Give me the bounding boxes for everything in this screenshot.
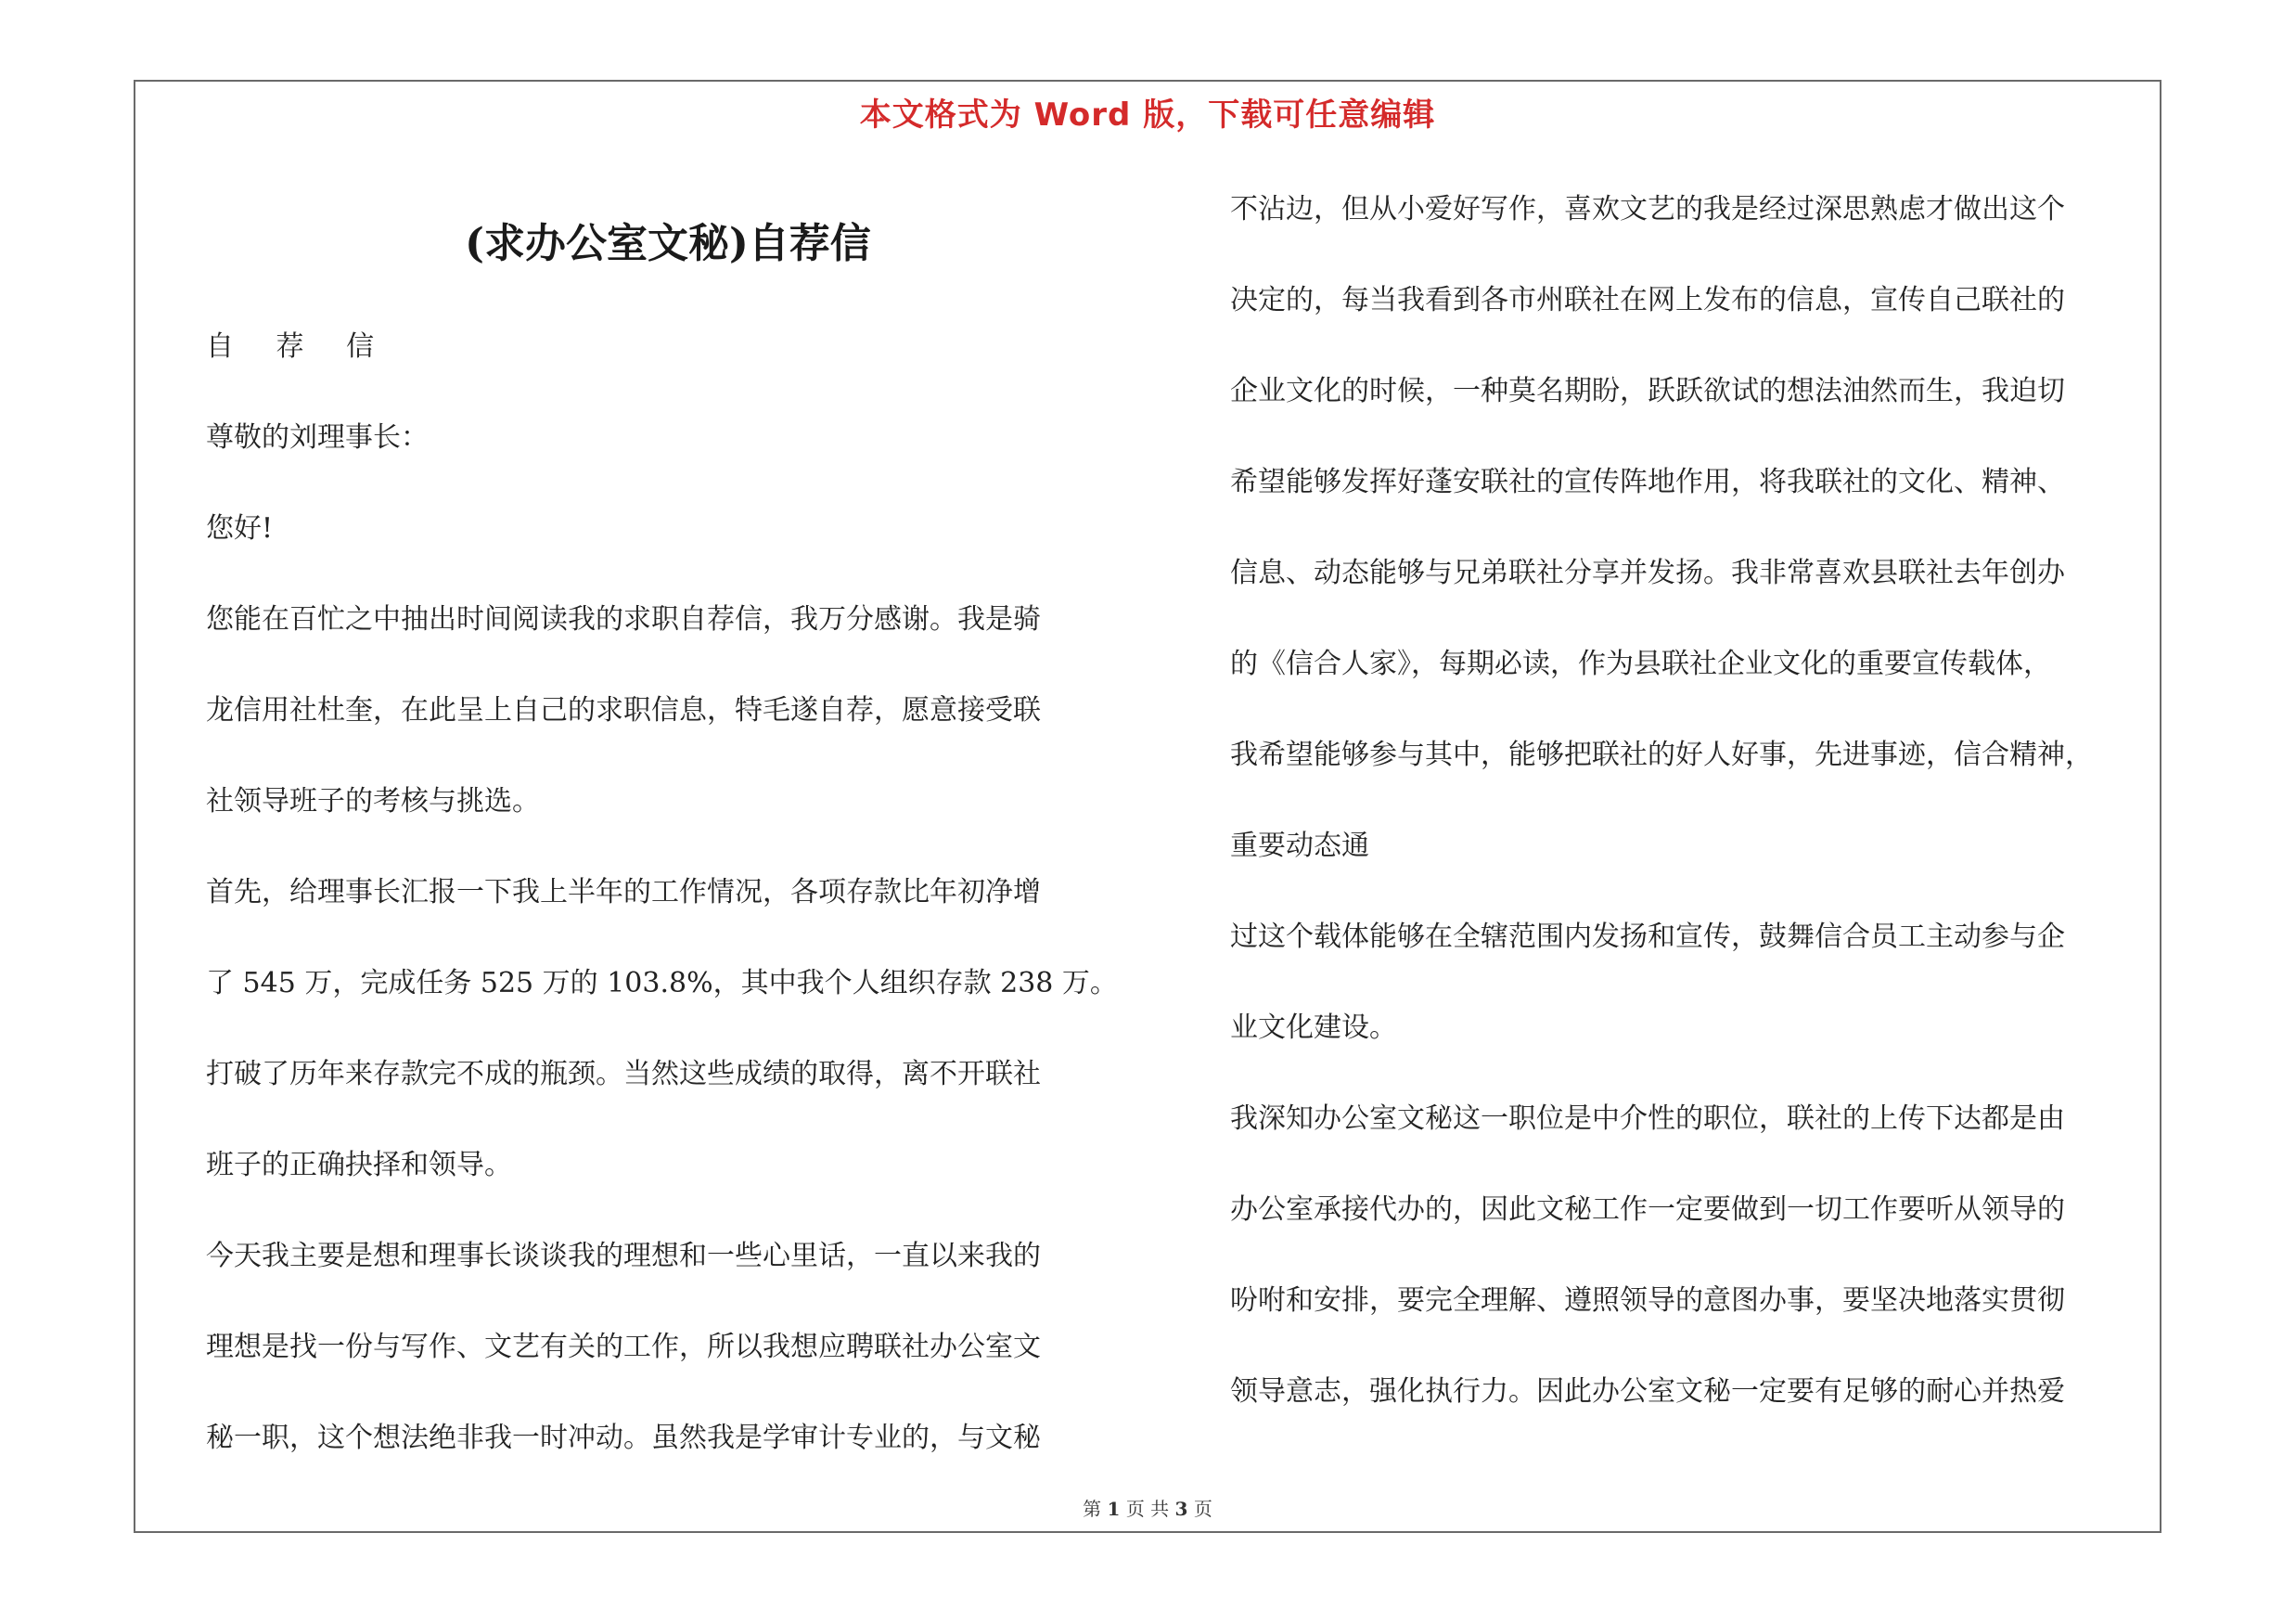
left-column <box>206 302 1134 1484</box>
text-line: 了 545 万，完成任务 525 万的 103.8%，其中我个人组织存款 238 万。 <box>206 967 1118 999</box>
salutation: 尊敬的刘理事长： <box>206 421 429 454</box>
footer-suffix: 页 <box>1193 1498 1212 1520</box>
text-line: 今天我主要是想和理事长谈谈我的理想和一些心里话，一直以来我的 <box>206 1240 1041 1272</box>
text-line: 龙信用社杜奎，在此呈上自己的求职信息，特毛遂自荐，愿意接受联 <box>206 694 1041 727</box>
text-line: 不沾边，但从小爱好写作，喜欢文艺的我是经过深思熟虑才做出这个 <box>1230 193 2065 225</box>
document-title: (求办公室文秘)自荐信 <box>465 220 871 267</box>
right-column <box>1230 164 2176 1437</box>
text-line: 领导意志，强化执行力。因此办公室文秘一定要有足够的耐心并热爱 <box>1230 1375 2065 1408</box>
format-banner: 本文格式为 Word 版，下载可任意编辑 <box>859 97 1436 134</box>
text-line: 班子的正确抉择和领导。 <box>206 1149 512 1181</box>
letter-heading: 自 荐 信 <box>206 330 391 363</box>
text-line: 社领导班子的考核与挑选。 <box>206 785 540 818</box>
greeting: 您好! <box>206 512 274 545</box>
text-line: 吩咐和安排，要完全理解、遵照领导的意图办事，要坚决地落实贯彻 <box>1230 1284 2065 1317</box>
text-line: 我深知办公室文秘这一职位是中介性的职位，联社的上传下达都是由 <box>1230 1102 2065 1135</box>
text-line: 理想是找一份与写作、文艺有关的工作，所以我想应聘联社办公室文 <box>206 1331 1041 1363</box>
text-line: 过这个载体能够在全辖范围内发扬和宣传，鼓舞信合员工主动参与企 <box>1230 921 2065 953</box>
text-line: 秘一职，这个想法绝非我一时冲动。虽然我是学审计专业的，与文秘 <box>206 1422 1041 1454</box>
page-total: 3 <box>1174 1498 1188 1520</box>
text-line: 我希望能够参与其中，能够把联社的好人好事，先进事迹，信合精神， <box>1230 739 2093 771</box>
page-footer <box>134 1494 2161 1521</box>
text-line: 希望能够发挥好蓬安联社的宣传阵地作用，将我联社的文化、精神、 <box>1230 466 2065 498</box>
text-line: 的《信合人家》，每期必读，作为县联社企业文化的重要宣传载体， <box>1230 648 2051 680</box>
text-line: 业文化建设。 <box>1230 1011 1397 1044</box>
text-line: 办公室承接代办的，因此文秘工作一定要做到一切工作要听从领导的 <box>1230 1193 2065 1226</box>
footer-prefix: 第 <box>1083 1498 1102 1520</box>
text-line: 信息、动态能够与兄弟联社分享并发扬。我非常喜欢县联社去年创办 <box>1230 557 2065 589</box>
text-line: 您能在百忙之中抽出时间阅读我的求职自荐信，我万分感谢。我是骑 <box>206 603 1041 636</box>
text-line: 企业文化的时候，一种莫名期盼，跃跃欲试的想法油然而生，我迫切 <box>1230 375 2065 407</box>
footer-middle: 页 共 <box>1125 1498 1170 1520</box>
text-line: 首先，给理事长汇报一下我上半年的工作情况，各项存款比年初净增 <box>206 876 1041 908</box>
text-line: 决定的，每当我看到各市州联社在网上发布的信息，宣传自己联社的 <box>1230 284 2065 316</box>
text-line: 打破了历年来存款完不成的瓶颈。当然这些成绩的取得，离不开联社 <box>206 1058 1041 1090</box>
page-number: 1 <box>1107 1498 1121 1520</box>
text-line: 重要动态通 <box>1230 830 1369 862</box>
